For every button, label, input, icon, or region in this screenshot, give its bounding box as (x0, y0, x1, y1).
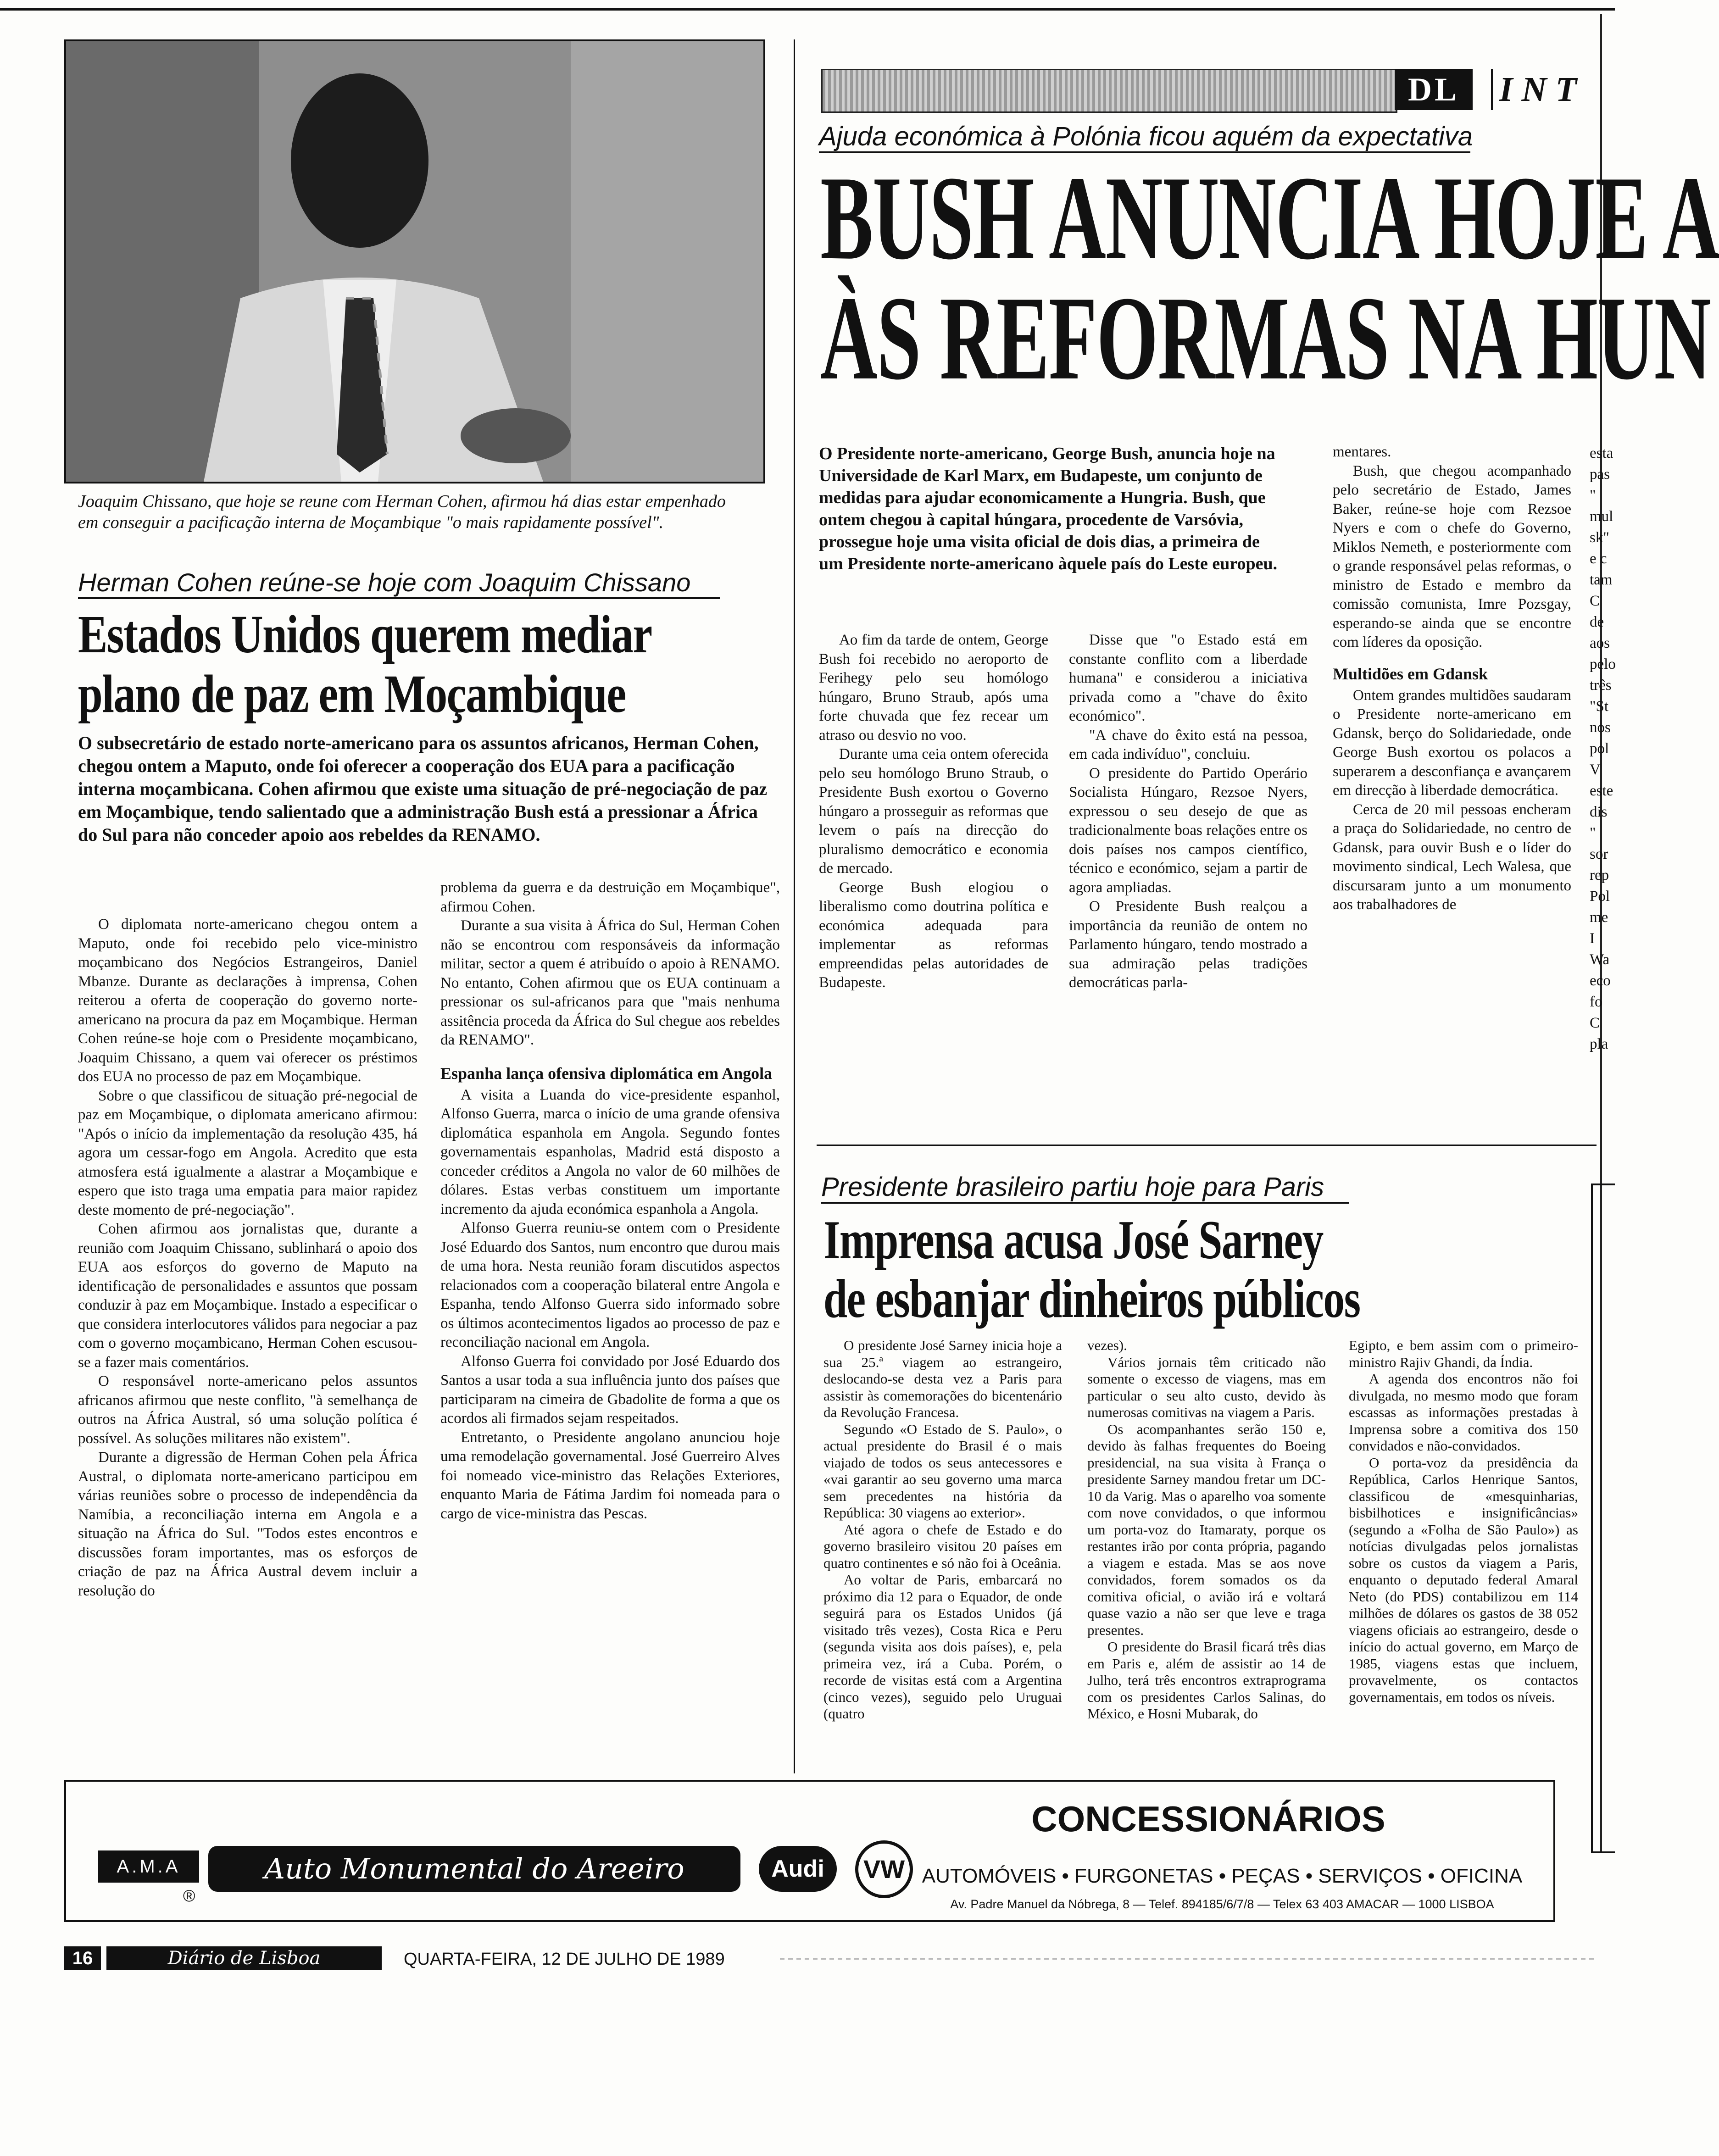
column-fragment: "St (1590, 698, 1608, 715)
paragraph: A visita a Luanda do vice-presidente espanhol, Alfonso Guerra, marca o início de uma grande ofensiva diplomática espanhola em Angola. Segundo fontes governamentais espanholas, Madrid está disposto a conceder créditos a Angola no valor de 60 milhões de dólares. Estas verbas constituem um importante incremento da ajuda económica espanhola a Angola. (440, 1086, 780, 1217)
chissano-portrait-image (66, 41, 763, 482)
column-fragment: sk" (1590, 529, 1609, 546)
concessionarios-title: CONCESSIONÁRIOS (1031, 1799, 1385, 1839)
section-label: I N T (1491, 69, 1601, 110)
column-fragment: esta (1590, 445, 1613, 461)
column-fragment: aos (1590, 635, 1610, 651)
paragraph: O Presidente Bush realçou a importância da reunião de ontem no Parlamento húngaro, tendo mostrado a sua admiração pelas tradições democráticas parla- (1069, 898, 1307, 991)
paragraph: Ao voltar de Paris, embarcará no próximo dia 12 para o Equador, de onde seguirá para os Estados Unidos (já visitado três vezes), Costa Rica e Peru (segunda visita aos dois países), e, pela primeira vez, irá a Cuba. Porém, o recorde de visitas está com a Argentina (cinco vezes), seguido pelo Uruguai (quatro (823, 1572, 1062, 1722)
paragraph: O presidente José Sarney inicia hoje a sua 25.ª viagem ao estrangeiro, deslocando-se desta vez a Paris para assistir às comemorações do bicentenário da Revolução Francesa. (823, 1337, 1062, 1420)
column-fragment: C (1590, 593, 1600, 609)
column-fragment: pas (1590, 466, 1610, 483)
column-fragment: pol (1590, 740, 1609, 757)
advertisement-box (64, 1780, 1555, 1922)
paragraph: Egipto, e bem assim com o primeiro-ministro Rajiv Ghandi, da Índia. (1349, 1337, 1578, 1370)
bush-headline-line1: BUSH ANUNCIA HOJE A (820, 151, 1719, 284)
sarney-headline-line2: de esbanjar dinheiros públicos (823, 1268, 1360, 1329)
paragraph: O presidente do Brasil ficará três dias em Paris e, além de assistir ao 14 de Julho, terá três encontros extraprograma com os presidentes Carlos Salinas, do México, e Hosni Mubarak, do (1087, 1639, 1326, 1722)
mozambique-headline-line2: plano de paz em Moçambique (78, 664, 626, 724)
column-fragment: I (1590, 930, 1595, 947)
column-fragment: dis (1590, 804, 1608, 820)
sarney-kicker: Presidente brasileiro partiu hoje para Paris (821, 1172, 1349, 1204)
column-fragment: tam (1590, 572, 1613, 588)
column-fragment: rep (1590, 867, 1609, 884)
masthead: Diário de Lisboa (106, 1946, 382, 1970)
issue-date: QUARTA-FEIRA, 12 DE JULHO DE 1989 (404, 1950, 725, 1969)
sarney-column-2 (1087, 1337, 1326, 1764)
column-fragment: V (1590, 761, 1601, 778)
column-fragment: fo (1590, 994, 1602, 1010)
sarney-headline-line1: Imprensa acusa José Sarney (823, 1209, 1323, 1270)
page-number: 16 (64, 1946, 101, 1970)
paragraph: problema da guerra e da destruição em Moçambique", afirmou Cohen. (440, 879, 780, 915)
section-header-bar (821, 69, 1397, 113)
ama-badge: A.M.A (98, 1850, 199, 1883)
auto-monumental-script: Auto Monumental do Areeiro (264, 1852, 684, 1885)
right-edge-box (1591, 1184, 1615, 1853)
spain-subheading: Espanha lança ofensiva diplomática em Angola (440, 1064, 773, 1083)
paragraph: O porta-voz da presidência da República, Carlos Henrique Santos, classificou de «mesquinharias, bisbilhotices e insignificâncias» (segundo a «Folha de São Paulo») as notícias divulgadas pelos jornalistas sobre os custos da viagem a Paris, enquanto o deputado federal Amaral Neto (do PDS) contabilizou em 114 milhões de dólares os gastos de 38 052 viagens oficiais ao estrangeiro, desde o início do actual governo, em Março de 1985, viagens estas que incluem, provavelmente, os contactos governamentais, em todos os níveis. (1349, 1454, 1578, 1705)
auto-monumental-logo (208, 1846, 740, 1892)
column-fragment: Pol (1590, 888, 1610, 905)
paragraph: Os acompanhantes serão 150 e, devido às falhas frequentes do Boeing presidencial, na sua visita à França o presidente Sarney mandou fretar um DC-10 da Varig. Mas o aparelho voa somente com nove convidados, o que informou um porta-voz do Itamaraty, porque os restantes irão por conta própria, pagando a viagem e estada. Mas se aos nove convidados, forem somados os da comitiva oficial, o avião irá e voltará quase vazio a não ser que leve e traga presentes. (1087, 1421, 1326, 1638)
audi-logo: Audi (759, 1846, 837, 1892)
paragraph: Segundo «O Estado de S. Paulo», o actual presidente do Brasil é o mais viajado de todos os seus antecessores e «vai garantir ao seu governo uma marca sem precedentes na história da República: 30 viagens ao exterior». (823, 1421, 1062, 1521)
sarney-column-3 (1349, 1337, 1578, 1764)
paragraph: Disse que "o Estado está em constante conflito com a liberdade humana" e considerou a iniciativa privada como a "chave do êxito económico". (1069, 632, 1307, 724)
paragraph: "A chave do êxito está na pessoa, em cada indivíduo", concluiu. (1069, 727, 1307, 762)
vw-logo-text: VW (863, 1855, 905, 1884)
sarney-column-1 (823, 1337, 1062, 1764)
paragraph: O presidente do Partido Operário Socialista Húngaro, Rezsoe Nyers, expressou o seu desejo de que as tradicionalmente boas relações entre os dois países nos campos científico, técnico e económico, sejam a partir de agora ampliadas. (1069, 765, 1307, 896)
paragraph: A agenda dos encontros não foi divulgada, no mesmo modo que foram escassas as informações prestadas à Imprensa sobre a comitiva dos 150 convidados e não-convidados. (1349, 1371, 1578, 1454)
paragraph: Durante uma ceia ontem oferecida pelo seu homólogo Bruno Straub, o Presidente Bush exortou o Governo húngaro a prosseguir as reformas que levem o país na direcção do pluralismo democrático e economia de mercado. (819, 746, 1048, 877)
column-fragment: eco (1590, 972, 1611, 989)
column-fragment: " (1590, 487, 1596, 504)
mozambique-column-1 (78, 915, 417, 1755)
photo-caption: Joaquim Chissano, que hoje se reune com Herman Cohen, afirmou há dias estar empenhado em conseguir a pacificação interna de Moçambique "o mais rapidamente possível". (78, 492, 726, 532)
top-rule (0, 8, 1615, 11)
bush-lead: O Presidente norte-americano, George Bush, anuncia hoje na Universidade de Karl Marx, em Budapeste, um conjunto de medidas para ajudar economicamente a Hungria. Bush, que ontem chegou à capital húngara, procedente de Varsóvia, prossegue hoje uma visita oficial de dois dias, a primeira de um Presidente norte-americano àquele país do Leste europeu. (819, 444, 1278, 573)
column-fragment: " (1590, 825, 1596, 841)
paragraph: O responsável norte-americano pelos assuntos africanos afirmou que neste conflito, "à semelhança de outros na África Austral, só uma solução política é possível. As soluções militares não existem". (78, 1373, 417, 1447)
paragraph: Durante a digressão de Herman Cohen pela África Austral, o diplomata norte-americano participou em várias reuniões sobre o processo de independência da Namíbia, a reconciliação interna em Angola e a situação na África do Sul. "Todos estes encontros e discussões foram importantes, mas os esforços de criação de paz na África Austral devem incluir a resolução do (78, 1449, 417, 1599)
column-fragment: pelo (1590, 656, 1616, 672)
mozambique-column-2 (440, 878, 780, 1755)
page-column-divider (794, 39, 795, 1773)
column-fragment: me (1590, 909, 1608, 926)
bush-column-4-cropped (1590, 443, 1615, 1057)
column-fragment: pla (1590, 1036, 1608, 1052)
footer-rule (780, 1958, 1597, 1960)
bush-sarney-separator (817, 1145, 1597, 1146)
bush-kicker: Ajuda económica à Polónia ficou aquém da expectativa (819, 122, 1470, 153)
paragraph: Cerca de 20 mil pessoas encheram a praça do Solidariedade, no centro de Gdansk, para ouvir Bush e o líder do movimento sindical, Lech Walesa, que discursaram junto a um monumento aos trabalhadores de (1333, 801, 1571, 913)
column-fragment: mul (1590, 508, 1613, 525)
mozambique-headline-line1: Estados Unidos querem mediar (78, 604, 652, 664)
paragraph: Vários jornais têm criticado não somente o excesso de viagens, mas em particular o seu alto custo, devido às numerosas comitivas na viagem a Paris. (1087, 1354, 1326, 1420)
paragraph: O diplomata norte-americano chegou ontem a Maputo, onde foi recebido pelo vice-ministro moçambicano dos Negócios Estrangeiros, Daniel Mbanze. Durante as declarações à imprensa, Cohen reiterou a oferta de cooperação do governo norte-americano na procura da paz em Moçambique. Herman Cohen reúne-se hoje com o Presidente moçambicano, Joaquim Chissano, a quem vai oferecer os préstimos dos EUA no processo de paz em Moçambique. (78, 916, 417, 1085)
paragraph: Ontem grandes multidões saudaram o Presidente norte-americano em Gdansk, berço do Solidariedade, onde George Bush exortou os polacos a superarem a desconfiança e avançarem em direcção à liberdade democrática. (1333, 687, 1571, 799)
paragraph: Bush, que chegou acompanhado pelo secretário de Estado, James Baker, reúne-se hoje com Rezsoe Nyers e com o chefe do Governo, Miklos Nemeth, e posteriormente com o grande responsável pelas reformas, o ministro de Estado e membro da comissão comunista, Imre Pozsgay, esperando-se ainda que se encontre com líderes da oposição. (1333, 462, 1571, 650)
column-fragment: de (1590, 614, 1604, 630)
column-fragment: este (1590, 783, 1613, 799)
ad-address: Av. Padre Manuel da Nóbrega, 8 — Telef. 894185/6/7/8 — Telex 63 403 AMACAR — 1000 LISBOA (950, 1897, 1494, 1911)
paragraph: Alfonso Guerra foi convidado por José Eduardo dos Santos a usar toda a sua influência junto dos países que participaram na cimeira de Gbadolite de forma a que os acordos ali firmados sejam respeitados. (440, 1353, 780, 1427)
mozambique-lead: O subsecretário de estado norte-americano para os assuntos africanos, Herman Cohen, chegou ontem a Maputo, onde foi oferecer a cooperação dos EUA para a pacificação interna moçambicana. Cohen afirmou que existe uma situação de pré-negociação de paz em Moçambique, tendo salientado que a administração Bush está a pressionar a África do Sul para não conceder apoio aos rebeldes da RENAMO. (78, 733, 768, 845)
bush-headline-box (812, 151, 1719, 405)
column-fragment: e c (1590, 550, 1607, 567)
bush-headline-line2: ÀS REFORMAS NA HUN (820, 272, 1711, 405)
column-fragment: C (1590, 1015, 1600, 1031)
column-fragment: sor (1590, 846, 1608, 862)
section-logo: DL (1395, 69, 1473, 110)
paragraph: mentares. (1333, 444, 1391, 460)
registered-mark: ® (183, 1886, 195, 1905)
paragraph: Entretanto, o Presidente angolano anunciou hoje uma remodelação governamental. José Guerreiro Alves foi nomeado vice-ministro das Relações Exteriores, enquanto Maria de Fátima Jardim foi nomeada para o cargo de vice-ministra das Pescas. (440, 1429, 780, 1522)
paragraph: Durante a sua visita à África do Sul, Herman Cohen não se encontrou com responsáveis da informação militar, sector a quem é atribuído o apoio à RENAMO. No entanto, Cohen afirmou que os EUA continuam a pressionar os sul-africanos para que "mais nenhuma assitência proceda da África do Sul chegue aos rebeldes da RENAMO". (440, 917, 780, 1048)
paragraph: Sobre o que classificou de situação pré-negocial de paz em Moçambique, o diplomata americano afirmou: "Após o início da implementação da resolução 435, há agora um cessar-fogo em Angola. Acredito que esta atmosfera está igualmente a alastrar a Moçambique e espero que isto traga uma empatia para maior rapidez deste momento de pré-negociação". (78, 1087, 417, 1218)
ad-services: AUTOMÓVEIS • FURGONETAS • PEÇAS • SERVIÇOS • OFICINA (922, 1865, 1523, 1887)
paragraph: Cohen afirmou aos jornalistas que, durante a reunião com Joaquim Chissano, sublinhará o apoio dos EUA aos esforços do governo de Maputo na identificação de personalidades e assuntos que possam conduzir à paz em Moçambique. Instado a especificar o que considera interlocutores válidos para negociar a paz com o governo moçambicano, Herman Cohen escusou-se a fazer mais comentários. (78, 1221, 417, 1371)
paragraph: Ao fim da tarde de ontem, George Bush foi recebido no aeroporto de Ferihegy pelo seu homólogo húngaro, Bruno Straub, após uma forte chuvada que fez recear um atraso ou desvio no voo. (819, 632, 1048, 744)
column-fragment: três (1590, 677, 1612, 694)
paragraph: vezes). (1087, 1337, 1127, 1353)
column-fragment: nos (1590, 719, 1611, 736)
chissano-photo (64, 39, 765, 483)
column-fragment: Wa (1590, 951, 1610, 968)
paragraph: George Bush elogiou o liberalismo como doutrina política e económica adequada para implementar as reformas empreendidas pelas autoridades de Budapeste. (819, 879, 1048, 991)
mozambique-kicker: Herman Cohen reúne-se hoje com Joaquim Chissano (78, 568, 720, 599)
paragraph: Até agora o chefe de Estado e do governo brasileiro visitou 20 países em quatro continentes e só não foi à Oceânia. (823, 1521, 1062, 1571)
paragraph: Alfonso Guerra reuniu-se ontem com o Presidente José Eduardo dos Santos, num encontro que durou mais de uma hora. Nesta reunião foram discutidos aspectos relacionados com a cooperação bilateral entre Angola e Espanha, tendo Alfonso Guerra sido informado sobre os últimos acontecimentos ligados ao processo de paz e reconciliação nacional em Angola. (440, 1220, 780, 1350)
gdansk-subheading: Multidões em Gdansk (1333, 664, 1488, 683)
bush-column-3 (1333, 443, 1571, 1333)
